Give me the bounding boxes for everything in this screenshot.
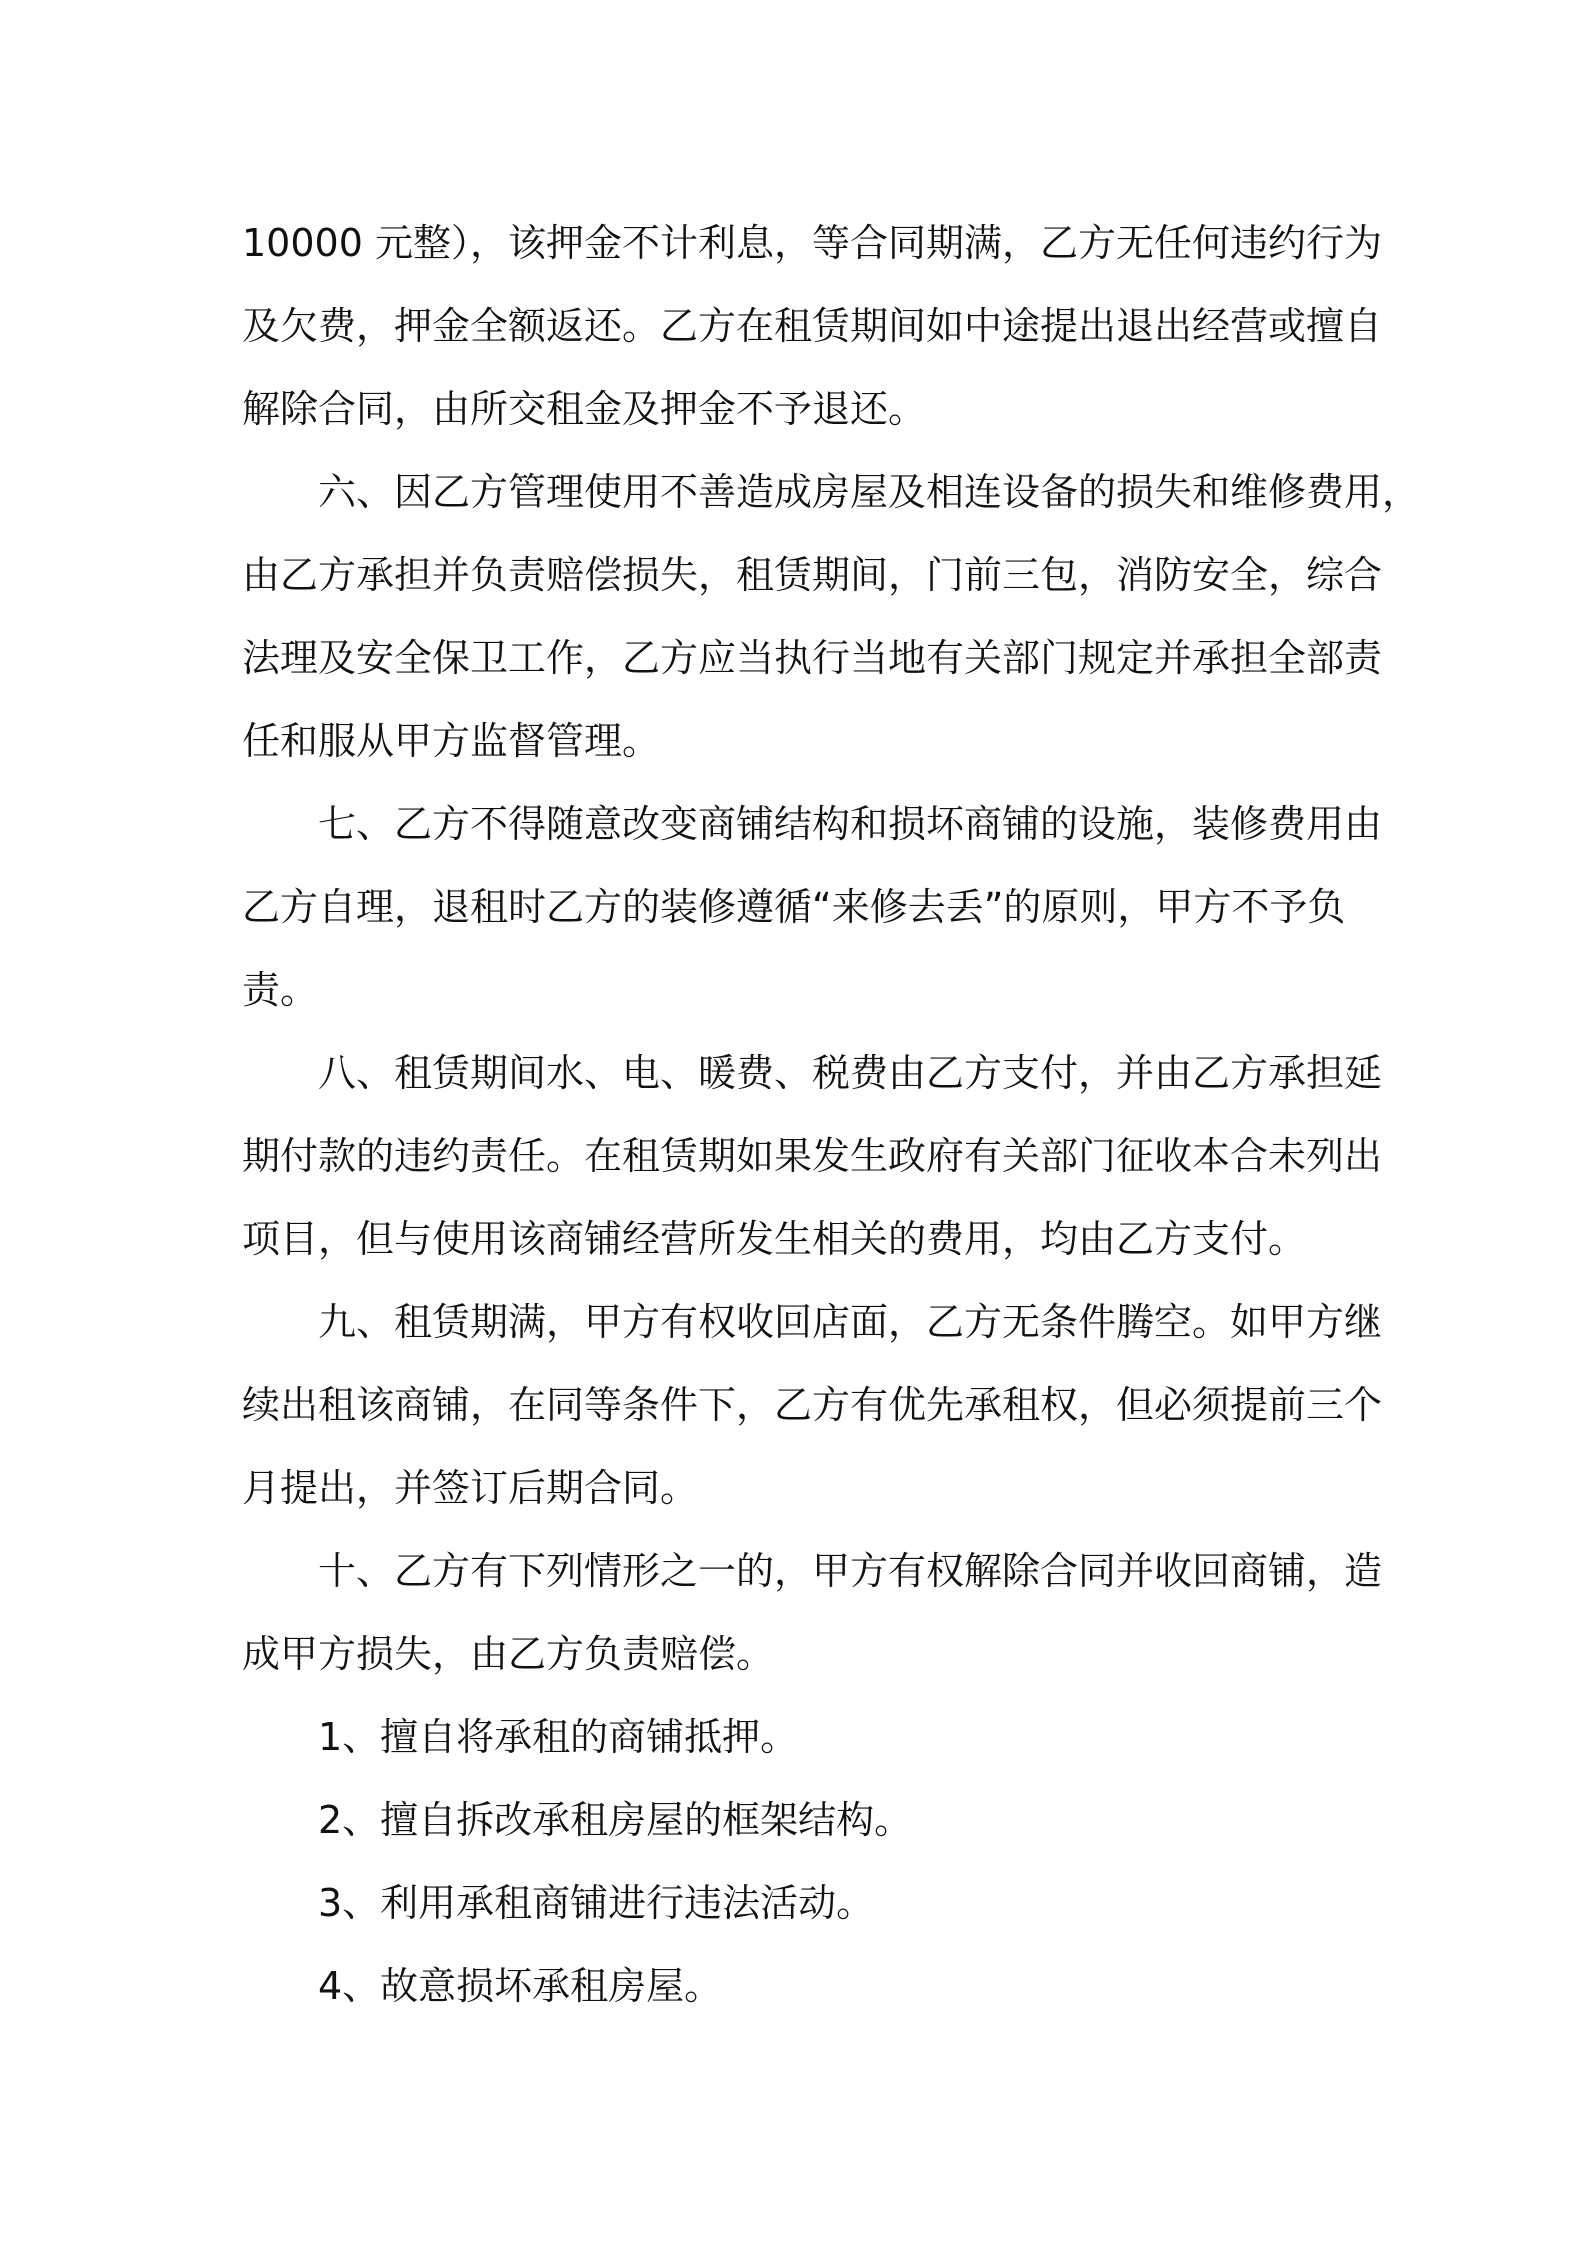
list-item: 3、利用承租商铺进行违法活动。 — [318, 1881, 875, 1925]
text-line: 及欠费，押金全额返还。乙方在租赁期间如中途提出退出经营或擅自 — [242, 304, 1383, 348]
text-line: 续出租该商铺，在同等条件下，乙方有优先承租权，但必须提前三个 — [242, 1383, 1383, 1427]
clause-8-first-line: 八、租赁期间水、电、暖费、税费由乙方支付，并由乙方承担延 — [318, 1051, 1383, 1095]
list-item: 4、故意损坏承租房屋。 — [318, 1964, 723, 2008]
text-line: 月提出，并签订后期合同。 — [242, 1466, 699, 1510]
document-body — [242, 202, 1421, 2028]
clause-10-first-line: 十、乙方有下列情形之一的，甲方有权解除合同并收回商铺，造 — [318, 1549, 1383, 1593]
text-line: 法理及安全保卫工作，乙方应当执行当地有关部门规定并承担全部责 — [242, 636, 1383, 680]
text-line: 乙方自理，退租时乙方的装修遵循“来修去丢”的原则，甲方不予负 — [242, 885, 1346, 929]
text-line: 成甲方损失，由乙方负责赔偿。 — [242, 1632, 775, 1676]
clause-9-first-line: 九、租赁期满，甲方有权收回店面，乙方无条件腾空。如甲方继 — [318, 1300, 1383, 1344]
text-line: 期付款的违约责任。在租赁期如果发生政府有关部门征收本合未列出 — [242, 1134, 1383, 1178]
text-line: 由乙方承担并负责赔偿损失，租赁期间，门前三包，消防安全，综合 — [242, 553, 1383, 597]
text-line: 项目，但与使用该商铺经营所发生相关的费用，均由乙方支付。 — [242, 1217, 1307, 1261]
text-line: 任和服从甲方监督管理。 — [242, 719, 661, 763]
text-line: 10000 元整），该押金不计利息，等合同期满，乙方无任何违约行为 — [242, 221, 1382, 265]
list-item: 1、擅自将承租的商铺抵押。 — [318, 1715, 799, 1759]
list-item: 2、擅自拆改承租房屋的框架结构。 — [318, 1798, 913, 1842]
text-line: 责。 — [242, 968, 319, 1012]
text-line: 解除合同，由所交租金及押金不予退还。 — [242, 387, 927, 431]
clause-6-first-line: 六、因乙方管理使用不善造成房屋及相连设备的损失和维修费用， — [318, 470, 1421, 514]
clause-7-first-line: 七、乙方不得随意改变商铺结构和损坏商铺的设施，装修费用由 — [318, 802, 1383, 846]
